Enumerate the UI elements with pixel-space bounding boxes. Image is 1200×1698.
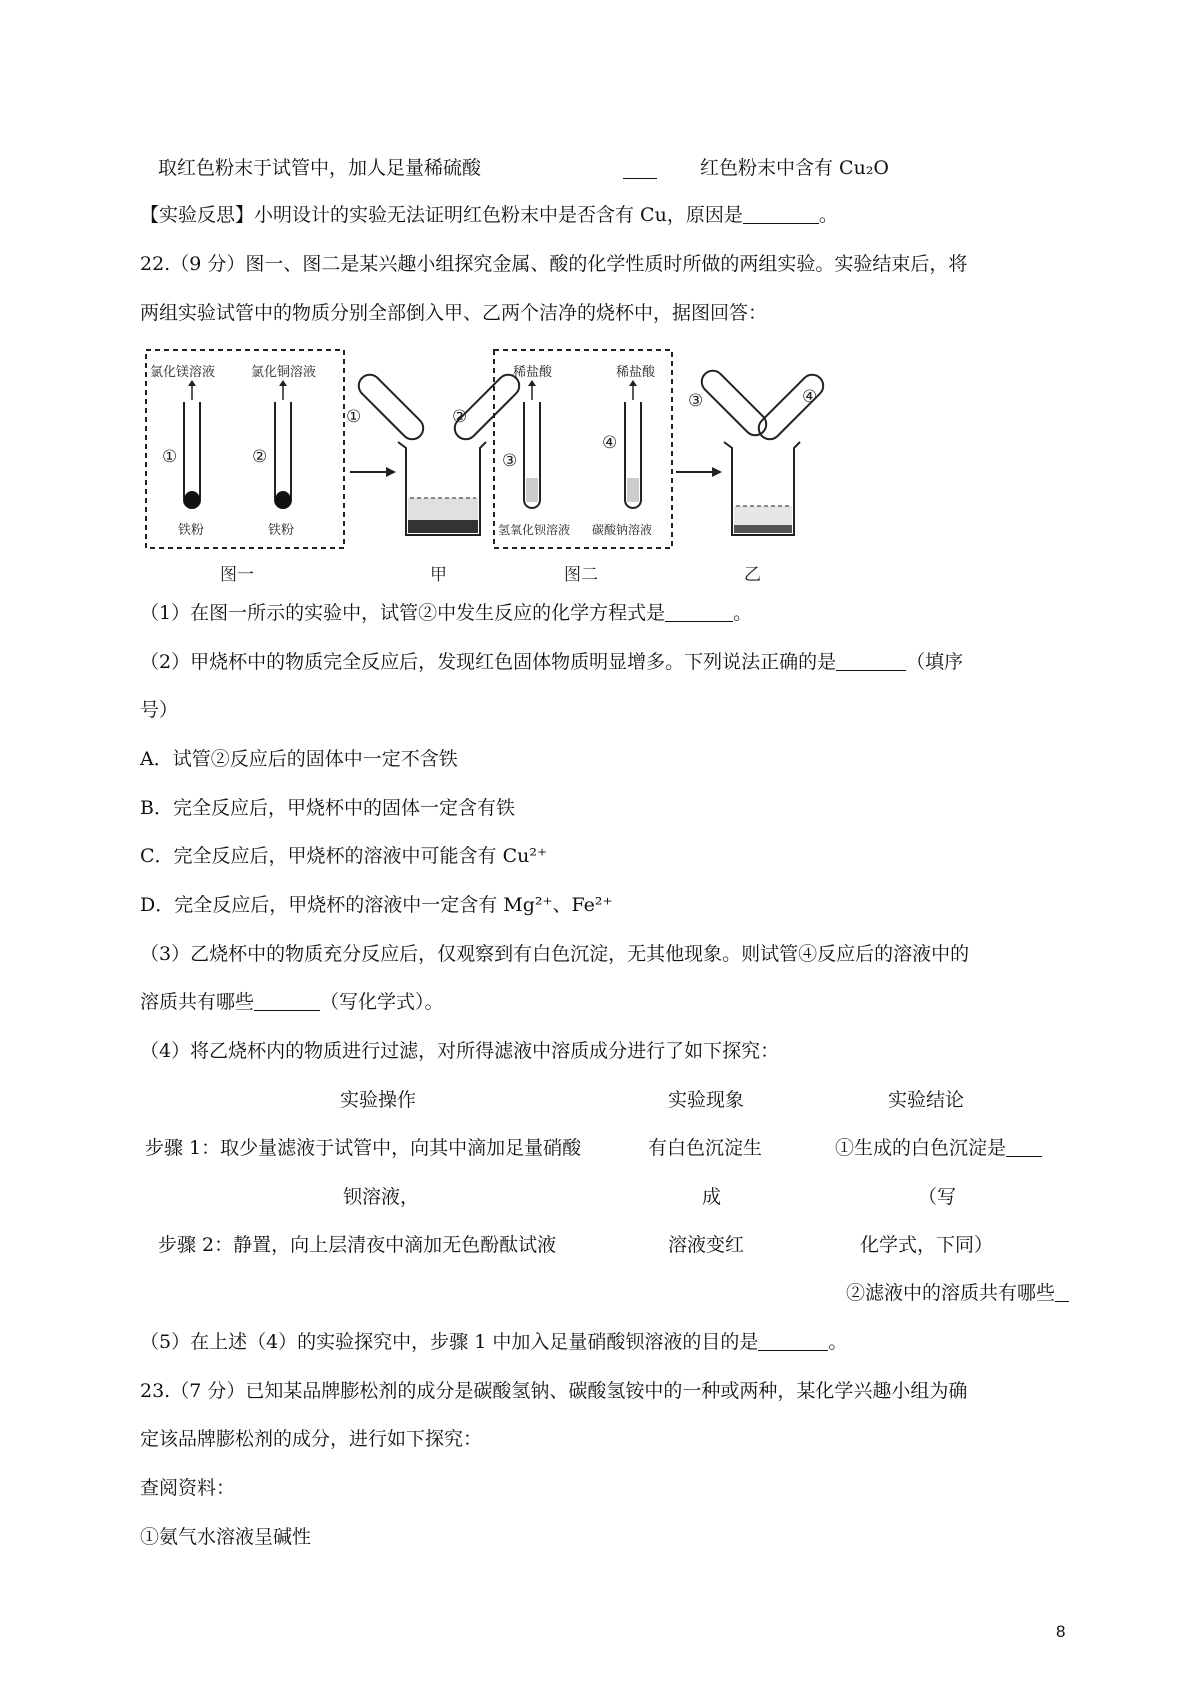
experiment-figure xyxy=(140,340,1080,590)
tilted-tube-1 xyxy=(354,370,428,444)
concl-line-1 xyxy=(835,1136,1042,1160)
part3-end: （写化学式）。 xyxy=(320,991,444,1013)
q22-part2-cont: 号） xyxy=(140,699,179,721)
q22-part1 xyxy=(140,601,752,625)
arrow-head xyxy=(712,467,722,477)
table-header-concl: 实验结论 xyxy=(888,1089,965,1111)
caption-jia: 甲 xyxy=(430,565,447,585)
tube-label-1: ① xyxy=(346,407,362,427)
arrow-head xyxy=(528,380,536,386)
caption-fig2: 图二 xyxy=(564,565,598,585)
concl-text-1: ①生成的白色沉淀是 xyxy=(835,1137,1007,1159)
tube-label-4: ④ xyxy=(802,387,818,407)
q22-part3-2 xyxy=(140,990,444,1014)
punct: 。 xyxy=(818,204,838,226)
reflection-line xyxy=(140,203,838,227)
q22-intro-1: 22.（9 分）图一、图二是某兴趣小组探究金属、酸的化学性质时所做的两组实验。实验结束后，将 xyxy=(140,253,968,275)
answer-blank xyxy=(743,205,819,224)
part2-text: （2）甲烧杯中的物质完全反应后，发现红色固体物质明显增多。下列说法正确的是 xyxy=(140,651,837,673)
tube-label-3: ③ xyxy=(502,451,518,471)
answer-blank xyxy=(836,652,906,671)
reflection-text: 小明设计的实验无法证明红色粉末中是否含有 Cu，原因是 xyxy=(254,204,743,226)
beaker-jia-solid xyxy=(408,520,478,533)
fig2-reagent2: 稀盐酸 xyxy=(616,365,656,380)
option-c: C．完全反应后，甲烧杯的溶液中可能含有 Cu²⁺ xyxy=(140,845,547,867)
tube-label-4: ④ xyxy=(602,433,618,453)
fig2-reagent1: 稀盐酸 xyxy=(513,365,553,380)
step2-op: 步骤 2：静置，向上层清夜中滴加无色酚酞试液 xyxy=(158,1234,557,1256)
q23-ref-label: 查阅资料： xyxy=(140,1477,236,1499)
q22-part2 xyxy=(140,650,963,674)
part5-text: （5）在上述（4）的实验探究中，步骤 1 中加入足量硝酸钡溶液的目的是 xyxy=(140,1331,759,1353)
caption-yi: 乙 xyxy=(744,565,761,585)
arrow-head xyxy=(279,380,287,386)
fig1-solid2: 铁粉 xyxy=(268,523,295,538)
option-b: B．完全反应后，甲烧杯中的固体一定含有铁 xyxy=(140,797,515,819)
part2-end: （填序 xyxy=(906,651,964,673)
step1-obs-1: 有白色沉淀生 xyxy=(648,1137,763,1159)
tilted-tube-4 xyxy=(754,370,828,444)
step1-op-1: 步骤 1：取少量滤液于试管中，向其中滴加足量硝酸 xyxy=(145,1137,582,1159)
answer-blank xyxy=(254,992,320,1011)
fig1-reagent1: 氯化镁溶液 xyxy=(150,365,216,380)
arrow-head xyxy=(386,467,396,477)
fig2-solution2: 碳酸钠溶液 xyxy=(592,523,653,537)
iron-powder-1 xyxy=(184,491,200,509)
table-header-obs: 实验现象 xyxy=(668,1089,745,1111)
table-conclusion-cell: 红色粉末中含有 Cu₂O xyxy=(700,157,890,179)
answer-blank xyxy=(1006,1138,1042,1157)
reflection-label: 【实验反思】 xyxy=(140,204,255,226)
fig2-solution1: 氢氧化钡溶液 xyxy=(498,523,571,537)
answer-blank xyxy=(1055,1283,1069,1302)
concl-line-3: 化学式，下同） xyxy=(860,1234,994,1256)
caption-fig1: 图一 xyxy=(220,565,254,585)
q23-ref-1: ①氨气水溶液呈碱性 xyxy=(140,1526,312,1548)
q22-intro-2: 两组实验试管中的物质分别全部倒入甲、乙两个洁净的烧杯中，据图回答： xyxy=(140,302,768,324)
q23-intro-1: 23.（7 分）已知某品牌膨松剂的成分是碳酸氢钠、碳酸氢铵中的一种或两种，某化学兴趣小组为确 xyxy=(140,1380,968,1402)
part1-text: （1）在图一所示的实验中，试管②中发生反应的化学方程式是 xyxy=(140,602,666,624)
option-a: A．试管②反应后的固体中一定不含铁 xyxy=(140,748,458,770)
q22-part3-1: （3）乙烧杯中的物质充分反应后，仅观察到有白色沉淀，无其他现象。则试管④反应后的溶液中的 xyxy=(140,943,970,965)
step2-obs: 溶液变红 xyxy=(668,1234,745,1256)
table-header-op: 实验操作 xyxy=(340,1089,417,1111)
tube-label-1: ① xyxy=(162,447,178,467)
q22-part5 xyxy=(140,1330,847,1354)
solution-4 xyxy=(627,478,639,502)
tube-label-2: ② xyxy=(452,407,468,427)
q23-intro-2: 定该品牌膨松剂的成分，进行如下探究： xyxy=(140,1428,483,1450)
solution-3 xyxy=(526,478,538,502)
answer-blank xyxy=(623,160,657,179)
concl-line-2: （写 xyxy=(918,1186,957,1208)
punct: 。 xyxy=(828,1331,848,1353)
fig1-reagent2: 氯化铜溶液 xyxy=(251,365,317,380)
option-d: D．完全反应后，甲烧杯的溶液中一定含有 Mg²⁺、Fe²⁺ xyxy=(140,894,613,916)
answer-blank xyxy=(665,603,733,622)
iron-powder-2 xyxy=(275,491,291,509)
page-number: 8 xyxy=(1056,1622,1066,1641)
beaker-yi-precipitate xyxy=(734,525,792,533)
concl-line-4 xyxy=(846,1281,1069,1305)
tube-label-2: ② xyxy=(252,447,268,467)
step1-obs-2: 成 xyxy=(702,1186,722,1208)
arrow-head xyxy=(629,380,637,386)
punct: 。 xyxy=(733,602,753,624)
arrow-head xyxy=(188,380,196,386)
fig1-solid1: 铁粉 xyxy=(178,523,205,538)
table-op-cell: 取红色粉末于试管中，加人足量稀硫酸 xyxy=(158,157,482,179)
concl-text-4: ②滤液中的溶质共有哪些 xyxy=(846,1282,1056,1304)
tube-label-3: ③ xyxy=(688,391,704,411)
step1-op-2: 钡溶液， xyxy=(343,1186,420,1208)
answer-blank xyxy=(758,1332,828,1351)
q22-part4: （4）将乙烧杯内的物质进行过滤，对所得滤液中溶质成分进行了如下探究： xyxy=(140,1040,780,1062)
part3-text: 溶质共有哪些 xyxy=(140,991,255,1013)
